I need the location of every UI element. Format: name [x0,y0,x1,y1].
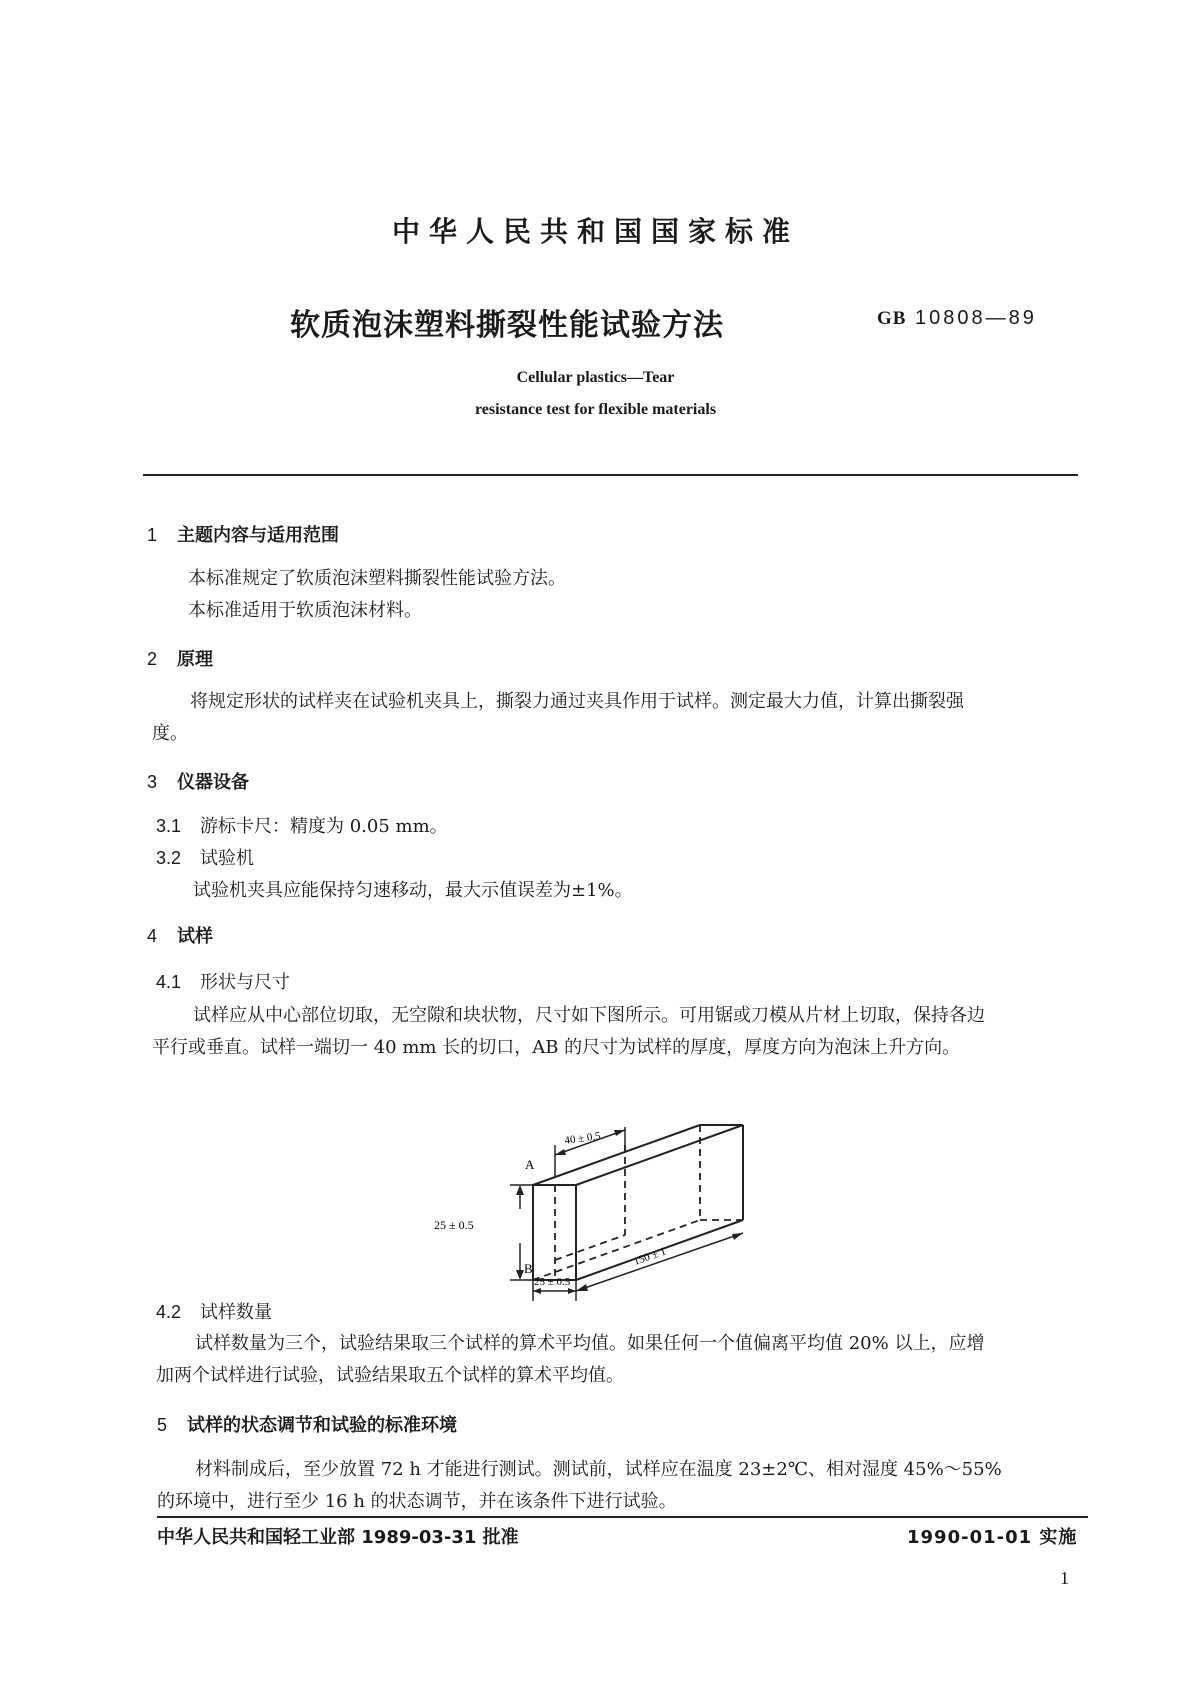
section-4-title: 试样 [177,926,213,947]
specimen-top-front-edge [576,1125,743,1185]
length-arrow-left [576,1284,588,1291]
section-4-number: 4 [147,926,158,946]
hidden-bottom-back-edge [533,1220,700,1280]
item-3-2 [156,844,254,870]
item-4-2-text: 试样数量 [200,1302,272,1323]
section-2-heading [147,645,213,671]
item-3-1 [156,812,448,838]
item-3-2-text: 试验机 [200,848,254,869]
standard-number [877,307,1037,330]
section-5-paragraph-line2: 的环境中，进行至少 16 h 的状态调节，并在该条件下进行试验。 [157,1491,677,1512]
footer-rule [157,1516,1088,1518]
standard-prefix: GB [877,308,907,329]
national-standard-heading: 中华人民共和国国家标准 [391,215,799,248]
length-dimension-line [576,1233,743,1291]
cut-slit-bottom [555,1235,625,1260]
section-2-paragraph-line2: 度。 [152,723,188,744]
dim-cut-label: 40 ± 0.5 [563,1130,602,1147]
section-3-heading [147,768,249,794]
item-4-2-paragraph-line1: 试样数量为三个，试验结果取三个试样的算术平均值。如果任何一个值偏离平均值 20% 以上，应增 [195,1333,985,1354]
specimen-figure [434,1105,770,1305]
item-4-2 [156,1298,272,1324]
dim-height-label: 25 ± 0.5 [434,1218,474,1232]
item-3-1-text: 游标卡尺：精度为 0.05 mm。 [200,816,448,837]
item-4-1 [156,968,290,994]
section-1-number: 1 [147,525,158,545]
standard-title-en-line2: resistance test for flexible materials [474,401,717,418]
label-a: A [525,1157,535,1172]
width-arrow-left [533,1288,541,1294]
section-5-number: 5 [157,1415,168,1435]
standard-code: 10808—89 [915,307,1037,329]
item-4-2-number: 4.2 [156,1302,182,1322]
cut-arrow-right [614,1130,625,1136]
section-4-heading [147,922,213,948]
dim-width-label: 25 ± 0.5 [534,1276,571,1288]
section-1-paragraph-1: 本标准规定了软质泡沫塑料撕裂性能试验方法。 [188,568,566,589]
item-4-1-text: 形状与尺寸 [200,972,290,993]
section-5-paragraph-line1: 材料制成后，至少放置 72 h 才能进行测试。测试前，试样应在温度 23±2℃、相对湿度 45%～55% [195,1459,1002,1480]
item-4-1-paragraph-line1: 试样应从中心部位切取，无空隙和块状物，尺寸如下图所示。可用锯或刀模从片材上切取，保持各边 [193,1005,985,1026]
item-4-1-number: 4.1 [156,972,182,992]
item-4-1-paragraph-line2: 平行或垂直。试样一端切一 40 mm 长的切口，AB 的尺寸为试样的厚度，厚度方向为泡沫上升方向。 [152,1037,961,1058]
section-1-heading [147,521,339,547]
section-2-number: 2 [147,649,158,669]
length-arrow-right [732,1233,743,1240]
dim-length-label: 150 ± 1 [632,1245,668,1268]
item-3-1-number: 3.1 [156,816,182,836]
item-3-2-number: 3.2 [156,848,182,868]
section-1-title: 主题内容与适用范围 [177,525,339,546]
section-5-heading [157,1411,457,1437]
standard-title-en-line1: Cellular plastics—Tear [516,369,675,386]
height-arrow-bottom [516,1270,524,1280]
section-3-title: 仪器设备 [177,772,249,793]
section-2-title: 原理 [177,649,213,670]
approval-note: 中华人民共和国轻工业部 1989-03-31 批准 [157,1527,519,1548]
section-1-paragraph-2: 本标准适用于软质泡沫材料。 [188,600,422,621]
cut-arrow-left [555,1149,566,1155]
height-arrow-top [516,1185,524,1195]
section-2-paragraph-line1: 将规定形状的试样夹在试验机夹具上，撕裂力通过夹具作用于试样。测定最大力值，计算出撕裂强 [190,691,964,712]
item-3-2-description: 试验机夹具应能保持匀速移动，最大示值误差为±1%。 [193,880,633,901]
page-number: 1 [1060,1568,1069,1588]
label-b: B [524,1261,533,1276]
section-5-title: 试样的状态调节和试验的标准环境 [187,1415,457,1436]
effective-date: 1990-01-01 实施 [907,1527,1078,1548]
standard-title-cn: 软质泡沫塑料撕裂性能试验方法 [290,308,724,343]
section-3-number: 3 [147,772,158,792]
item-4-2-paragraph-line2: 加两个试样进行试验，试验结果取五个试样的算术平均值。 [156,1365,624,1386]
header-rule [143,474,1078,476]
width-arrow-right [568,1288,576,1294]
